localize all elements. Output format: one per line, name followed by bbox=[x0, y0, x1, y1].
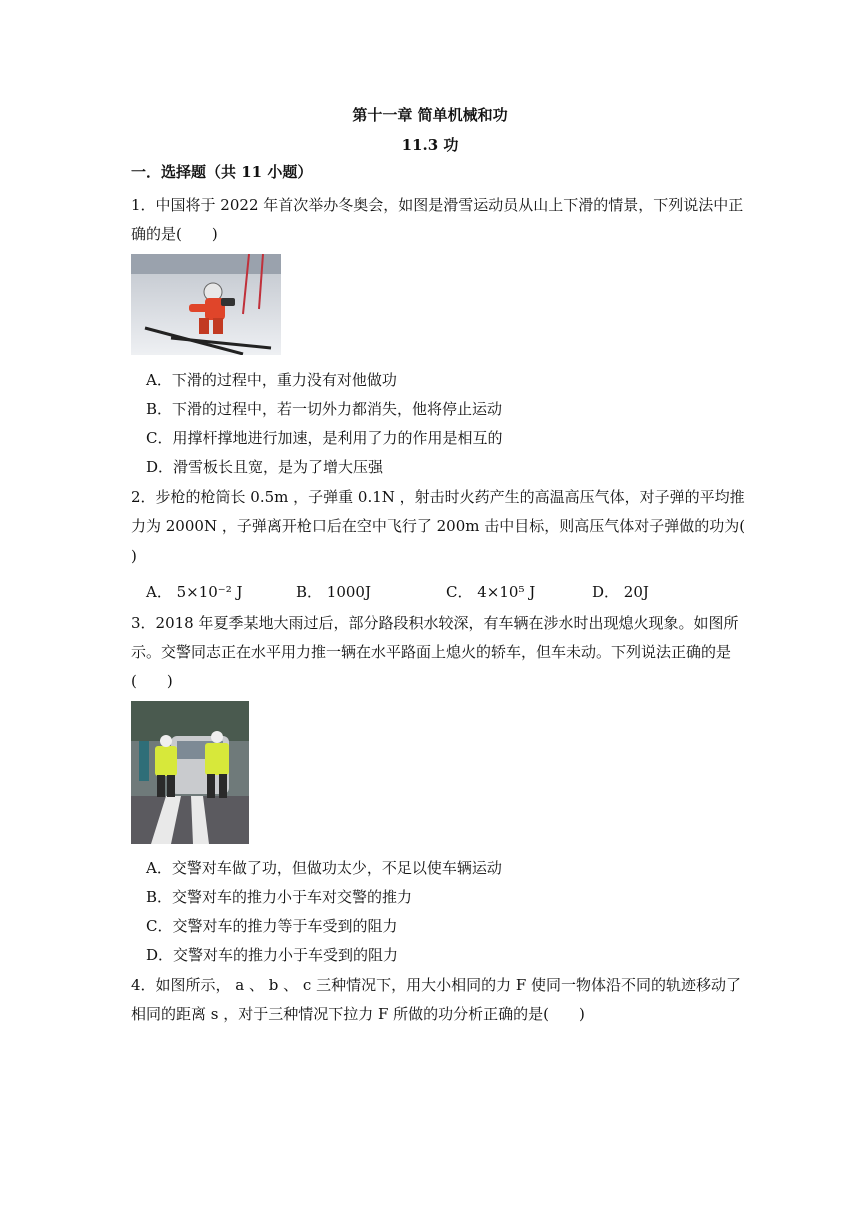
q3-stem-line-2: 示。交警同志正在水平用力推一辆在水平路面上熄火的轿车，但车未动。下列说法正确的是 bbox=[131, 643, 732, 661]
q3-stem-line-3: ( ) bbox=[131, 672, 173, 690]
q2-option-d: D． 20J bbox=[592, 583, 649, 601]
q2-option-c: C． 4×10⁵ J bbox=[446, 583, 536, 601]
q4-stem-line-1: 4．如图所示， a 、 b 、 c 三种情况下，用大小相同的力 F 使同一物体沿不同的轨迹移动了 bbox=[131, 976, 742, 994]
police-car-photo bbox=[131, 701, 249, 844]
q1-stem-line-2: 确的是( ) bbox=[131, 225, 218, 243]
q2-option-a: A． 5×10⁻² J bbox=[146, 583, 243, 601]
part-heading: 一．选择题（共 11 小题） bbox=[131, 163, 313, 181]
skier-photo bbox=[131, 254, 281, 355]
section-title: 11.3 功 bbox=[401, 136, 459, 154]
q3-option-b: B．交警对车的推力小于车对交警的推力 bbox=[146, 888, 413, 906]
q3-option-d: D．交警对车的推力小于车受到的阻力 bbox=[146, 946, 399, 964]
q2-stem-line-2: 力为 2000N ，子弹离开枪口后在空中飞行了 200m 击中目标，则高压气体对子弹做的功为( bbox=[131, 517, 746, 535]
q4-stem-line-2: 相同的距离 s ，对于三种情况下拉力 F 所做的功分析正确的是( ) bbox=[131, 1005, 585, 1023]
q1-option-a: A．下滑的过程中，重力没有对他做功 bbox=[146, 371, 397, 389]
q3-option-a: A．交警对车做了功，但做功太少，不足以使车辆运动 bbox=[146, 859, 502, 877]
q2-stem-line-1: 2．步枪的枪筒长 0.5m ，子弹重 0.1N ，射击时火药产生的高温高压气体，对子弹的平均推 bbox=[131, 488, 745, 506]
q1-option-c: C．用撑杆撑地进行加速，是利用了力的作用是相互的 bbox=[146, 429, 503, 447]
q3-stem-line-1: 3．2018 年夏季某地大雨过后，部分路段积水较深，有车辆在涉水时出现熄火现象。如图所 bbox=[131, 614, 739, 632]
q1-stem-line-1: 1．中国将于 2022 年首次举办冬奥会，如图是滑雪运动员从山上下滑的情景，下列说法中正 bbox=[131, 196, 744, 214]
q3-option-c: C．交警对车的推力等于车受到的阻力 bbox=[146, 917, 398, 935]
q2-option-b: B． 1000J bbox=[296, 583, 371, 601]
chapter-title: 第十一章 简单机械和功 bbox=[352, 106, 508, 124]
q1-option-d: D．滑雪板长且宽，是为了增大压强 bbox=[146, 458, 384, 476]
q2-stem-line-3: ) bbox=[131, 547, 137, 565]
q1-option-b: B．下滑的过程中，若一切外力都消失，他将停止运动 bbox=[146, 400, 503, 418]
q2-options-row bbox=[146, 582, 746, 602]
